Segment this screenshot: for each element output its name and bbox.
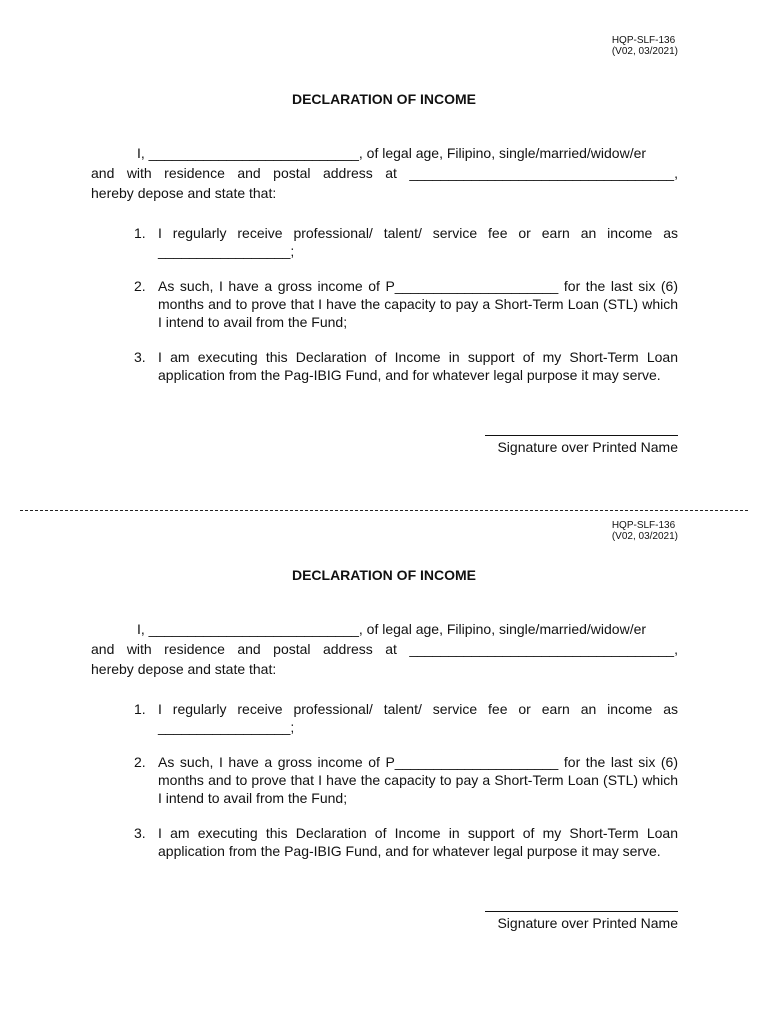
declaration-list: [134, 700, 678, 860]
form-version: (V02, 03/2021): [611, 531, 678, 542]
list-item: [134, 824, 678, 860]
form-title: DECLARATION OF INCOME: [291, 567, 477, 583]
intro-line-address: and with residence and postal address at __________________________________,: [91, 165, 678, 181]
item-number: 3.: [134, 825, 146, 841]
intro-line-depose: hereby depose and state that:: [91, 185, 277, 201]
signature-label: Signature over Printed Name: [497, 915, 678, 931]
item-number: 2.: [134, 754, 146, 770]
intro-line-name: I, ___________________________, of legal age, Filipino, single/married/widow/er: [137, 621, 647, 637]
item-text: I am executing this Declaration of Income in support of my Short-Term Loan application from the Pag-IBIG Fund, and for whatever legal purpose it may serve.: [158, 349, 678, 383]
declaration-list: [134, 224, 678, 384]
item-text: As such, I have a gross income of P_____________________ for the last six (6) months and to prove that I have the capacity to pay a Short-Term Loan (STL) which I intend to avail from the Fund;: [158, 278, 678, 330]
form-code-block: [612, 35, 678, 57]
signature-line: [485, 435, 678, 436]
list-item: [134, 700, 678, 736]
list-item: [134, 224, 678, 260]
intro-line-name: I, ___________________________, of legal age, Filipino, single/married/widow/er: [137, 145, 647, 161]
item-text: I am executing this Declaration of Income in support of my Short-Term Loan application from the Pag-IBIG Fund, and for whatever legal purpose it may serve.: [158, 825, 678, 859]
cut-line-divider: [20, 510, 748, 511]
item-number: 2.: [134, 278, 146, 294]
form-code: HQP-SLF-136: [611, 520, 676, 531]
signature-line: [485, 911, 678, 912]
intro-paragraph: [91, 619, 678, 679]
form-title: DECLARATION OF INCOME: [291, 91, 477, 107]
signature-label: Signature over Printed Name: [497, 439, 678, 455]
intro-paragraph: [91, 143, 678, 203]
list-item: [134, 753, 678, 807]
item-number: 1.: [134, 701, 146, 717]
item-number: 3.: [134, 349, 146, 365]
item-text: I regularly receive professional/ talent/ service fee or earn an income as _________________;: [158, 225, 678, 259]
list-item: [134, 348, 678, 384]
item-number: 1.: [134, 225, 146, 241]
item-text: As such, I have a gross income of P_____________________ for the last six (6) months and to prove that I have the capacity to pay a Short-Term Loan (STL) which I intend to avail from the Fund;: [158, 754, 678, 806]
form-code-block: [612, 520, 678, 542]
form-version: (V02, 03/2021): [611, 46, 678, 57]
list-item: [134, 277, 678, 331]
item-text: I regularly receive professional/ talent/ service fee or earn an income as _________________;: [158, 701, 678, 735]
form-code: HQP-SLF-136: [611, 35, 676, 46]
intro-line-address: and with residence and postal address at __________________________________,: [91, 641, 678, 657]
intro-line-depose: hereby depose and state that:: [91, 661, 277, 677]
